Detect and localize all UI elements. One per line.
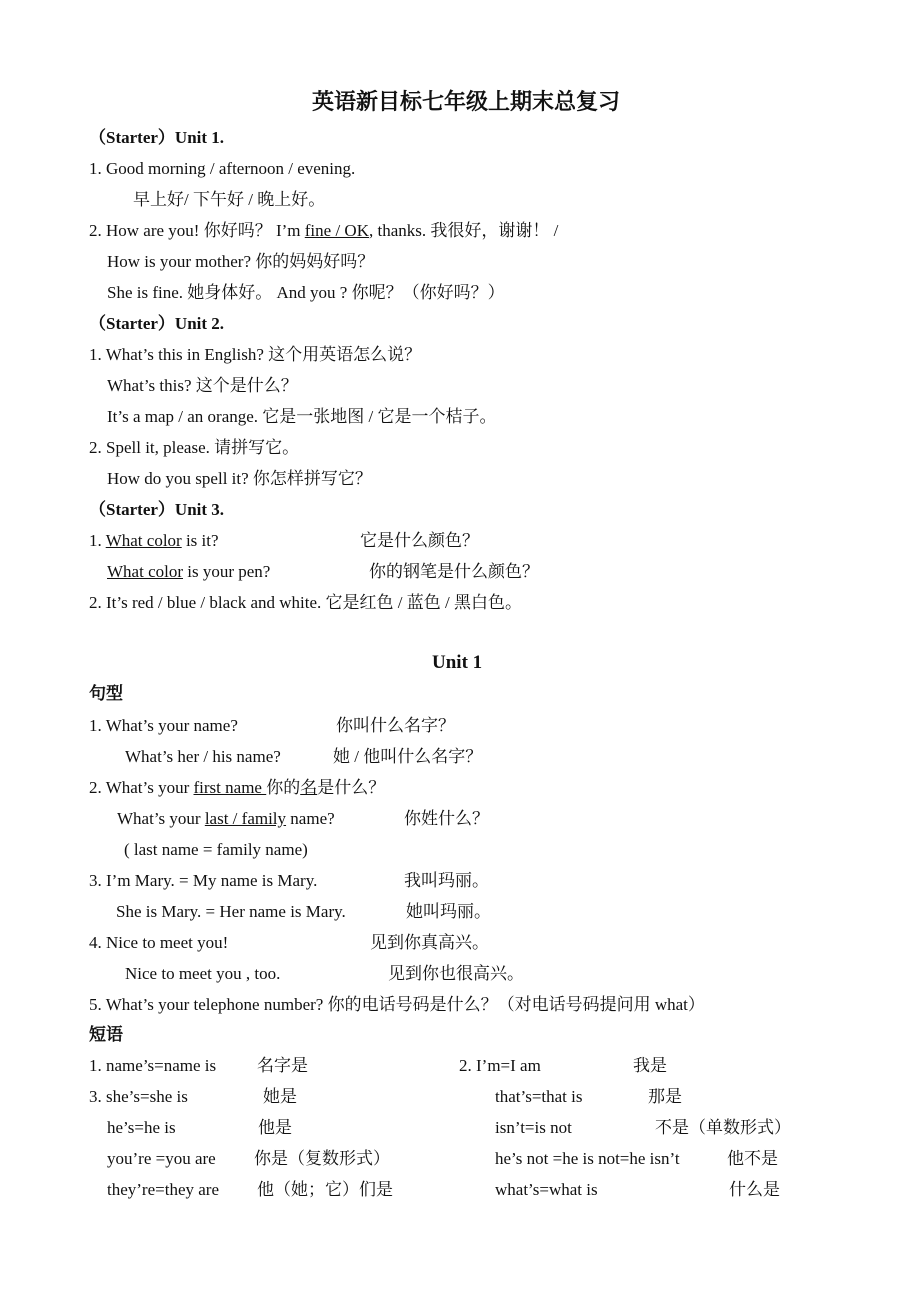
unit1-s9: Nice to meet you , too. xyxy=(125,964,281,983)
starter-unit1-heading: （Starter）Unit 1. xyxy=(89,128,225,147)
unit1-s4-b: name? xyxy=(286,809,335,828)
page-title: 英语新目标七年级上期末总复习 xyxy=(312,89,621,114)
phrase-5-cn: 他是 xyxy=(258,1118,292,1137)
phrase-2: 2. I’m=I am xyxy=(459,1056,541,1075)
starter3-line1-cn: 它是什么颜色？ xyxy=(360,531,479,550)
unit1-s1-cn: 你叫什么名字？ xyxy=(336,716,455,735)
unit1-s3-c: 是什么？ xyxy=(317,778,386,797)
sentences-label: 句型 xyxy=(89,684,123,704)
phrase-1-cn: 名字是 xyxy=(257,1056,308,1075)
unit1-heading: Unit 1 xyxy=(432,652,483,673)
starter-unit3-heading: （Starter）Unit 3. xyxy=(89,500,225,519)
unit1-s5: ( last name = family name) xyxy=(124,840,308,859)
unit1-s3-underline2: 名 xyxy=(300,778,318,797)
unit1-s4-cn: 你姓什么？ xyxy=(404,809,489,828)
starter2-line1: 1. What’s this in English? 这个用英语怎么说？ xyxy=(89,345,422,364)
phrase-9-cn: 他（她；它）们是 xyxy=(257,1180,393,1199)
starter3-line2-cn: 你的钢笔是什么颜色？ xyxy=(369,562,539,581)
starter3-line1 xyxy=(89,531,219,551)
unit1-s6: 3. I’m Mary. = My name is Mary. xyxy=(89,871,318,890)
unit1-s7: She is Mary. = Her name is Mary. xyxy=(116,902,346,921)
starter2-line3: It’s a map / an orange. 它是一张地图 / 它是一个桔子。 xyxy=(107,407,497,426)
unit1-s9-cn: 见到你也很高兴。 xyxy=(388,964,524,983)
phrase-2-cn: 我是 xyxy=(633,1056,667,1075)
phrase-6-cn: 不是（单数形式） xyxy=(655,1118,791,1137)
unit1-s10: 5. What’s your telephone number? 你的电话号码是什么？（对电话号码提问用 what） xyxy=(89,995,705,1014)
starter3-line1-pre: 1. xyxy=(89,531,106,550)
starter3-line1-b: is it? xyxy=(181,531,219,550)
starter1-line2-underline: fine / OK xyxy=(304,221,369,240)
starter3-line2-b: is your pen? xyxy=(183,562,271,581)
unit1-s4 xyxy=(117,809,335,829)
starter1-line1: 1. Good morning / afternoon / evening. xyxy=(89,159,356,178)
phrase-6: isn’t=is not xyxy=(495,1118,572,1137)
starter1-line2 xyxy=(89,221,558,241)
starter-unit2-heading: （Starter）Unit 2. xyxy=(89,314,225,333)
phrase-8: he’s not =he is not=he isn’t xyxy=(495,1149,680,1168)
phrase-8-cn: 他不是 xyxy=(727,1149,778,1168)
unit1-s3-underline: first name xyxy=(193,778,267,797)
phrase-7-cn: 你是（复数形式） xyxy=(254,1149,390,1168)
unit1-s4-a: What’s your xyxy=(117,809,205,828)
phrase-3-cn: 她是 xyxy=(263,1087,297,1106)
unit1-s3-b: 你的 xyxy=(266,778,301,797)
phrase-9: they’re=they are xyxy=(107,1180,219,1199)
starter1-line3: How is your mother? 你的妈妈好吗？ xyxy=(107,252,375,271)
starter2-line2: What’s this? 这个是什么？ xyxy=(107,376,298,395)
phrase-7: you’re =you are xyxy=(107,1149,216,1168)
unit1-s3-a: 2. What’s your xyxy=(89,778,194,797)
starter3-line2-underline: What color xyxy=(107,562,183,581)
starter3-line3: 2. It’s red / blue / black and white. 它是红色 / 蓝色 / 黑白色。 xyxy=(89,593,522,612)
starter1-line2-b: , thanks. 我很好，谢谢！ / xyxy=(368,221,559,240)
starter3-line2 xyxy=(107,562,270,582)
unit1-s1: 1. What’s your name? xyxy=(89,716,238,735)
unit1-s4-underline: last / family xyxy=(204,809,287,828)
phrase-10-cn: 什么是 xyxy=(729,1180,780,1199)
phrase-3: 3. she’s=she is xyxy=(89,1087,188,1106)
starter1-line1-cn: 早上好/ 下午好 / 晚上好。 xyxy=(133,190,326,209)
unit1-s3 xyxy=(89,778,385,798)
unit1-s6-cn: 我叫玛丽。 xyxy=(404,871,489,890)
unit1-s2-cn: 她 / 他叫什么名字？ xyxy=(333,747,483,766)
phrase-5: he’s=he is xyxy=(107,1118,176,1137)
starter2-line5: How do you spell it? 你怎样拼写它？ xyxy=(107,469,372,488)
phrase-1: 1. name’s=name is xyxy=(89,1056,217,1075)
phrase-10: what’s=what is xyxy=(495,1180,598,1199)
unit1-s8-cn: 见到你真高兴。 xyxy=(370,933,489,952)
phrases-label: 短语 xyxy=(89,1025,123,1045)
starter1-line2-a: 2. How are you! 你好吗？ I’m xyxy=(89,221,305,240)
phrase-4: that’s=that is xyxy=(495,1087,583,1106)
starter3-line1-underline: What color xyxy=(105,531,182,550)
starter2-line4: 2. Spell it, please. 请拼写它。 xyxy=(89,438,300,457)
starter1-line4: She is fine. 她身体好。 And you ? 你呢？（你好吗？） xyxy=(107,283,505,302)
unit1-s2: What’s her / his name? xyxy=(125,747,281,766)
unit1-s8: 4. Nice to meet you! xyxy=(89,933,229,952)
unit1-s7-cn: 她叫玛丽。 xyxy=(406,902,491,921)
phrase-4-cn: 那是 xyxy=(648,1087,682,1106)
